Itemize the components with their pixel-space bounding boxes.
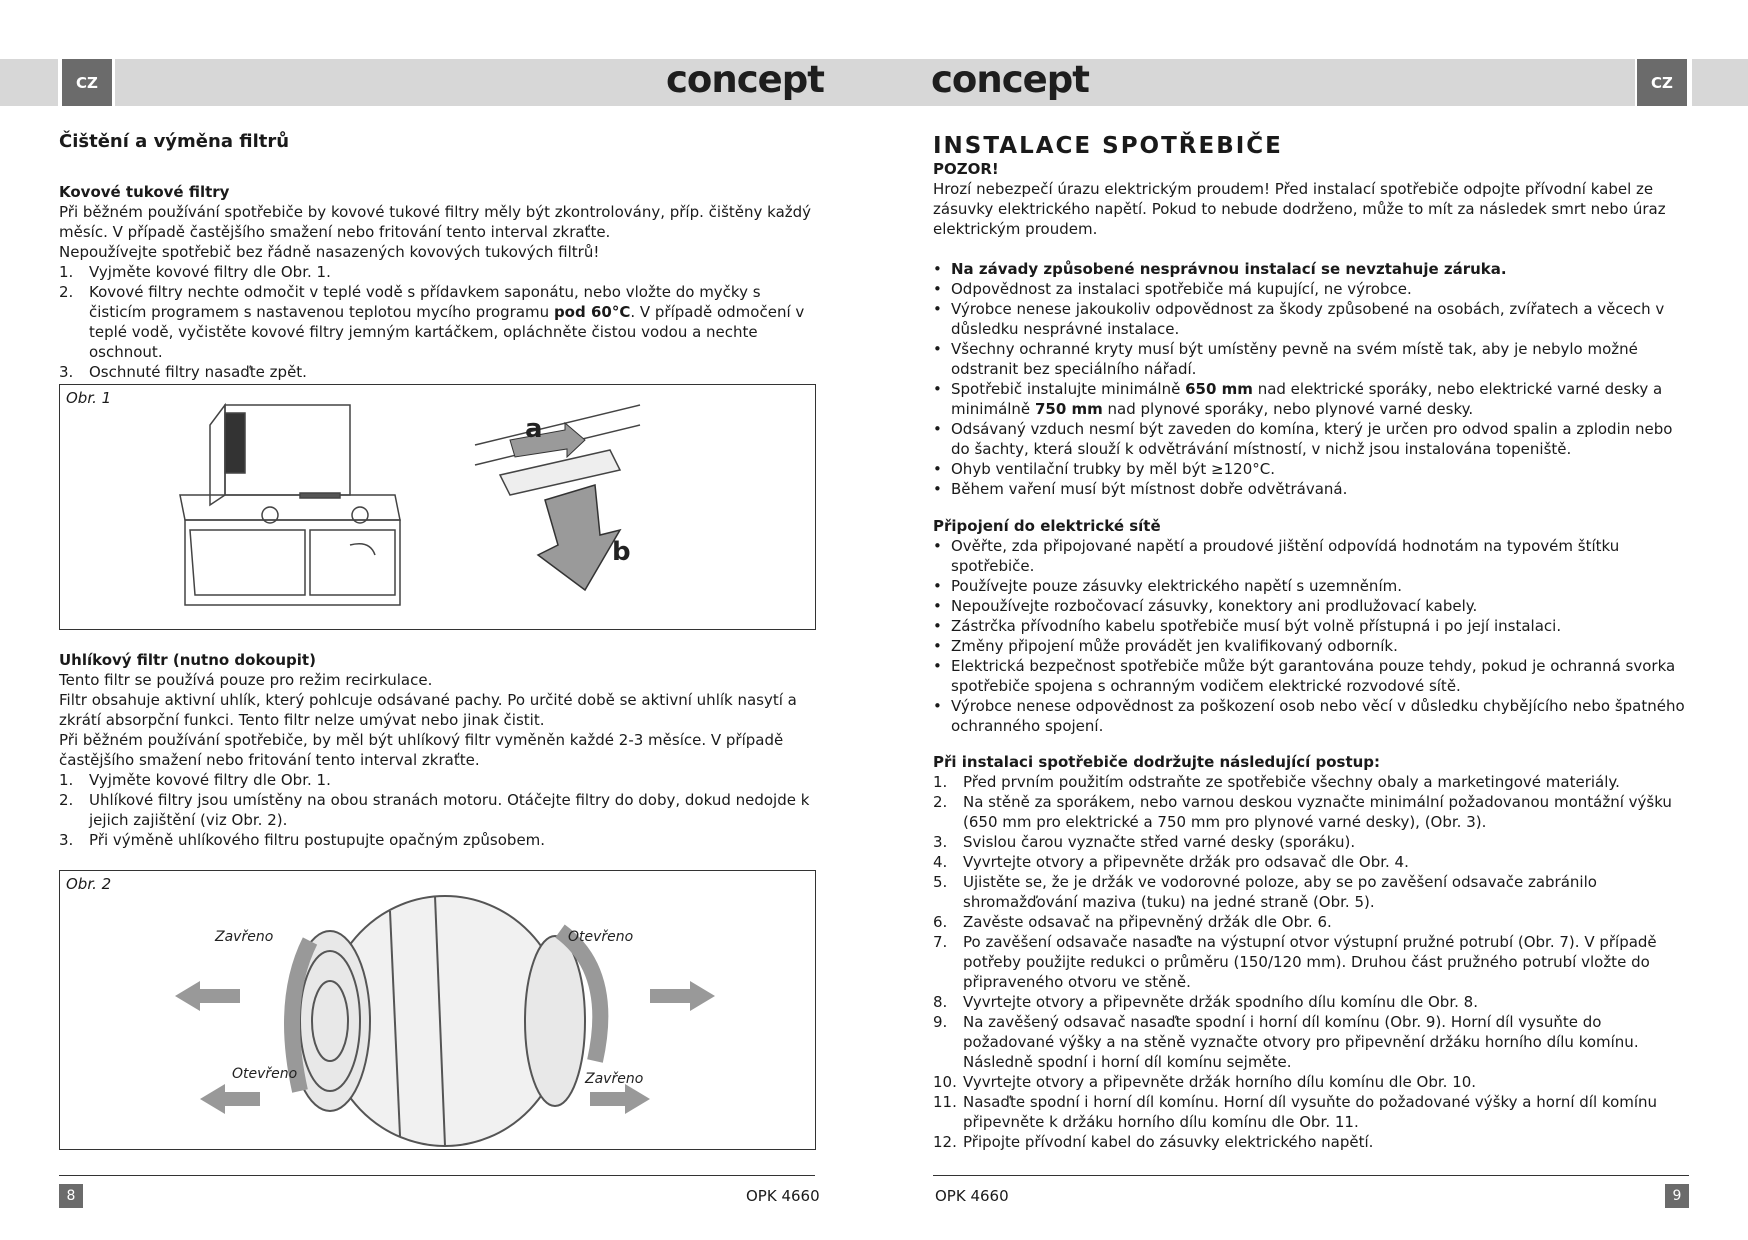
right-page-text	[933, 133, 1693, 1152]
warning-text: Hrozí nebezpečí úrazu elektrickým proudem! Před instalací spotřebiče odpojte přívodní kabel ze zásuvky elektrického napětí. Pokud to nebude dodrženo, může to mít za následek smrt nebo úraz elektrickým proudem.	[933, 180, 1666, 238]
list-item: 12. Připojte přívodní kabel do zásuvky elektrického napětí.	[933, 1133, 1374, 1151]
label-closed-left: Zavřeno	[215, 929, 274, 945]
figure-1-label: Obr. 1	[66, 389, 112, 407]
label-open-right: Otevřeno	[568, 929, 634, 945]
list-item: • Změny připojení může provádět jen kvalifikovaný odborník.	[933, 637, 1398, 655]
page-number-left: 8	[59, 1184, 83, 1208]
figure-1-label-b: b	[612, 537, 631, 567]
procedure-heading: Při instalaci spotřebiče dodržujte následující postup:	[933, 753, 1381, 771]
list-item: • Na závady způsobené nesprávnou instalací se nevztahuje záruka.	[933, 260, 1507, 278]
list-item: 3. Svislou čarou vyznačte střed varné desky (sporáku).	[933, 833, 1356, 851]
model-right: OPK 4660	[935, 1187, 1009, 1205]
motor-illustration	[60, 871, 815, 1149]
list-item: 2. Kovové filtry nechte odmočit v teplé vodě s přídavkem saponátu, nebo vložte do myčky s čisticím programem s nastavenou teplotou mycího programu pod 60°C. V případě odmočení v teplé vodě, vyčistěte kovové filtry jemným kartáčkem, opláchněte čistou vodou a nechte oschnout.	[59, 283, 805, 361]
list-item: 10. Vyvrtejte otvory a připevněte držák horního dílu komínu dle Obr. 10.	[933, 1073, 1477, 1091]
list-item: • Ověřte, zda připojované napětí a proudové jištění odpovídá hodnotám na typovém štítku spotřebiče.	[933, 537, 1620, 575]
page-number-right: 9	[1665, 1184, 1689, 1208]
installation-title: INSTALACE SPOTŘEBIČE	[933, 133, 1283, 159]
hood-illustration	[60, 385, 815, 629]
metal-filter-heading: Kovové tukové filtry	[59, 183, 230, 201]
metal-filter-paragraph: Při běžném používání spotřebiče by kovové tukové filtry měly být zkontrolovány, příp. čištěny každý měsíc. V případě častějšího smažení nebo fritování tento interval zkraťte.	[59, 203, 812, 241]
carbon-filter-steps	[59, 770, 819, 850]
list-item: 1. Před prvním použitím odstraňte ze spotřebiče všechny obaly a marketingové materiály.	[933, 773, 1620, 791]
section-title: Čištění a výměna filtrů	[59, 131, 290, 152]
installation-bullets	[933, 259, 1693, 499]
header-band-left	[0, 59, 58, 106]
list-item: • Odsávaný vzduch nesmí být zaveden do komína, který je určen pro odvod spalin a zplodin nebo do šachty, která slouží k odvětrávání místností, v nichž jsou instalována topeniště.	[933, 420, 1673, 458]
list-item: 6. Zavěste odsavač na připevněný držák dle Obr. 6.	[933, 913, 1332, 931]
list-item: • Odpovědnost za instalaci spotřebiče má kupující, ne výrobce.	[933, 280, 1412, 298]
list-item: • Spotřebič instalujte minimálně 650 mm nad elektrické sporáky, nebo elektrické varné desky a minimálně 750 mm nad plynové sporáky, nebo plynové varné desky.	[933, 380, 1663, 418]
header-band-right	[1692, 59, 1748, 106]
left-footer-line	[59, 1175, 815, 1176]
list-item: 7. Po zavěšení odsavače nasaďte na výstupní otvor výstupní pružné potrubí (Obr. 7). V případě potřeby použijte redukci o průměru (150/120 mm). Druhou část pružného potrubí vložte do připraveného otvoru ve stěně.	[933, 933, 1657, 991]
brand-logo-right: concept	[931, 58, 1089, 101]
model-left: OPK 4660	[746, 1187, 820, 1205]
left-page-text-bottom	[59, 650, 819, 850]
carbon-filter-p2: Filtr obsahuje aktivní uhlík, který pohlcuje odsávané pachy. Po určité době se aktivní uhlík nasytí a zkrátí absorpční funkci. Tento filtr nelze umývat nebo jinak čistit.	[59, 691, 797, 729]
electric-heading: Připojení do elektrické sítě	[933, 517, 1161, 535]
list-item: 5. Ujistěte se, že je držák ve vodorovné poloze, aby se po zavěšení odsavače zabránilo shromažďování maziva (tuku) na jedné straně (Obr. 5).	[933, 873, 1597, 911]
list-item: 11. Nasaďte spodní i horní díl komínu. Horní díl vysuňte do požadované výšky a horní díl komínu připevněte k držáku horního dílu komínu dle Obr. 11.	[933, 1093, 1658, 1131]
carbon-filter-p3: Při běžném používání spotřebiče, by měl být uhlíkový filtr vyměněn každé 2-3 měsíce. V případě častějšího smažení nebo fritování tento interval zkraťte.	[59, 731, 784, 769]
lang-badge-right: CZ	[1637, 59, 1687, 106]
list-item: 3. Oschnuté filtry nasaďte zpět.	[59, 363, 307, 381]
list-item: 9. Na zavěšený odsavač nasaďte spodní i horní díl komínu (Obr. 9). Horní díl vysuňte do požadované výšky a na stěně vyznačte otvory pro připevnění držáku horního dílu komínu. Následně spodní i horní díl komínu sejměte.	[933, 1013, 1639, 1071]
list-item: • Zástrčka přívodního kabelu spotřebiče musí být volně přístupná i po její instalaci.	[933, 617, 1562, 635]
list-item: • Všechny ochranné kryty musí být umístěny pevně na svém místě tak, aby je nebylo možné odstranit bez speciálního nářadí.	[933, 340, 1638, 378]
list-item: • Používejte pouze zásuvky elektrického napětí s uzemněním.	[933, 577, 1402, 595]
electric-bullets	[933, 536, 1693, 736]
carbon-filter-heading: Uhlíkový filtr (nutno dokoupit)	[59, 651, 316, 669]
metal-filter-warning: Nepoužívejte spotřebič bez řádně nasazených kovových tukových filtrů!	[59, 243, 600, 261]
metal-filter-steps	[59, 262, 819, 382]
carbon-filter-p1: Tento filtr se používá pouze pro režim recirkulace.	[59, 671, 433, 689]
list-item: 1. Vyjměte kovové filtry dle Obr. 1.	[59, 263, 331, 281]
figure-1-label-a: a	[525, 414, 543, 444]
list-item: 8. Vyvrtejte otvory a připevněte držák spodního dílu komínu dle Obr. 8.	[933, 993, 1478, 1011]
figure-2-label: Obr. 2	[66, 875, 112, 893]
list-item: • Elektrická bezpečnost spotřebiče může být garantována pouze tehdy, pokud je ochranná svorka spotřebiče spojena s ochranným vodičem elektrické rozvodové sítě.	[933, 657, 1676, 695]
list-item: 4. Vyvrtejte otvory a připevněte držák pro odsavač dle Obr. 4.	[933, 853, 1409, 871]
brand-logo-left: concept	[666, 58, 824, 101]
list-item: • Nepoužívejte rozbočovací zásuvky, konektory ani prodlužovací kabely.	[933, 597, 1478, 615]
figure-1	[59, 384, 816, 630]
list-item: • Výrobce nenese odpovědnost za poškození osob nebo věcí v důsledku chybějícího nebo špatného ochranného spojení.	[933, 697, 1685, 735]
warning-title: POZOR!	[933, 160, 999, 178]
list-item: • Během vaření musí být místnost dobře odvětrávaná.	[933, 480, 1348, 498]
list-item: • Výrobce nenese jakoukoliv odpovědnost za škody způsobené na osobách, zvířatech a věcech v důsledku nesprávné instalace.	[933, 300, 1665, 338]
list-item: 2. Uhlíkové filtry jsou umístěny na obou stranách motoru. Otáčejte filtry do doby, dokud nedojde k jejich zajištění (viz Obr. 2).	[59, 791, 810, 829]
procedure-steps	[933, 772, 1693, 1152]
lang-badge-left: CZ	[62, 59, 112, 106]
list-item: 3. Při výměně uhlíkového filtru postupujte opačným způsobem.	[59, 831, 546, 849]
figure-2	[59, 870, 816, 1150]
left-page-text-top	[59, 132, 819, 382]
label-open-left: Otevřeno	[232, 1066, 298, 1082]
label-closed-right: Zavřeno	[585, 1071, 644, 1087]
right-footer-line	[933, 1175, 1689, 1176]
list-item: • Ohyb ventilační trubky by měl být ≥120°C.	[933, 460, 1275, 478]
list-item: 2. Na stěně za sporákem, nebo varnou deskou vyznačte minimální požadovanou montážní výšku (650 mm pro elektrické a 750 mm pro plynové varné desky), (Obr. 3).	[933, 793, 1672, 831]
list-item: 1. Vyjměte kovové filtry dle Obr. 1.	[59, 771, 331, 789]
